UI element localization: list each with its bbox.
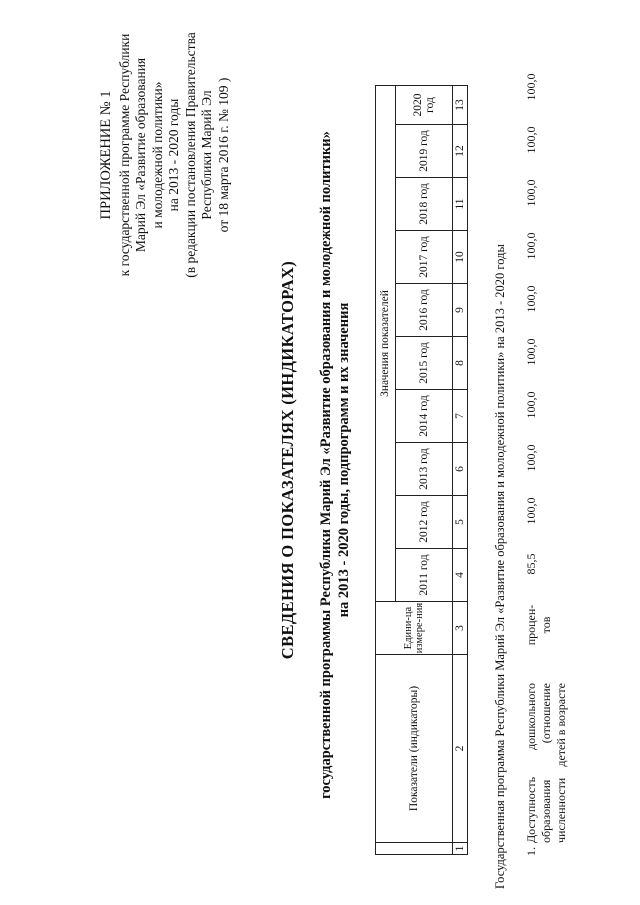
header-year: 2016 год: [396, 284, 453, 337]
indicator-word: численности: [554, 777, 568, 843]
row-number: 1.: [524, 847, 538, 856]
document-title: СВЕДЕНИЯ О ПОКАЗАТЕЛЯХ (ИНДИКАТОРАХ): [278, 260, 297, 660]
value-2011: 85,5: [524, 553, 538, 575]
value-2014: 100,0: [524, 391, 538, 419]
appendix-line: Республики Марий Эл: [199, 90, 214, 220]
unit-line: тов: [539, 616, 553, 634]
column-number: 12: [453, 125, 468, 178]
header-year: 2015 год: [396, 337, 453, 390]
value-2012: 100,0: [524, 497, 538, 525]
header-indicators: Показатели (индикаторы): [376, 655, 453, 843]
indicator-word: образования: [539, 779, 553, 843]
appendix-line: Марий Эл «Развитие образования: [133, 57, 148, 253]
unit-line: процен-: [524, 604, 538, 646]
header-values: Значения показателей: [376, 86, 396, 602]
column-number: 3: [453, 602, 468, 655]
header-unit: Едини-ца измере-ния: [376, 602, 453, 655]
row-indicator-text: [524, 683, 569, 843]
header-year: 2020 год: [396, 86, 453, 125]
column-number: 13: [453, 86, 468, 125]
column-number: 6: [453, 443, 468, 496]
program-line: Государственная программа Республики Марий Эл «Развитие образования и молодежной политики» на 2013 - 2020 годы: [493, 244, 507, 889]
indicator-line: [539, 683, 554, 843]
indicators-table: [375, 85, 468, 855]
header-year: 2013 год: [396, 443, 453, 496]
header-num-cell: [376, 843, 453, 855]
indicator-word: дошкольного: [524, 683, 538, 750]
value-2018: 100,0: [524, 179, 538, 207]
row-unit: [524, 593, 554, 657]
value-2017: 100,0: [524, 232, 538, 260]
value-2015: 100,0: [524, 338, 538, 366]
column-number: 4: [453, 549, 468, 602]
appendix-line: к государственной программе Республики: [116, 33, 132, 277]
value-2013: 100,0: [524, 444, 538, 472]
document-subtitle: государственной программы Республики Марий Эл «Развитие образования и молодежной политики»: [318, 131, 334, 799]
indicator-word: (отношение: [539, 683, 553, 744]
column-number: 1: [453, 843, 468, 855]
column-number: 5: [453, 496, 468, 549]
column-number: 7: [453, 390, 468, 443]
appendix-title: ПРИЛОЖЕНИЕ № 1: [98, 90, 114, 220]
header-year: 2017 год: [396, 231, 453, 284]
document-subtitle-2: на 2013 - 2020 годы, подпрограмм и их значения: [336, 302, 352, 618]
header-year: 2011 год: [396, 549, 453, 602]
appendix-line: от 18 марта 2016 г. № 109 ): [215, 77, 231, 233]
column-number: 8: [453, 337, 468, 390]
indicator-word: детей в возрасте: [554, 683, 568, 767]
value-2019: 100,0: [524, 126, 538, 154]
value-2020: 100,0: [524, 73, 538, 101]
indicator-line: [524, 683, 539, 843]
appendix-line: на 2013 - 2020 годы: [166, 98, 181, 212]
header-year: 2012 год: [396, 496, 453, 549]
value-2016: 100,0: [524, 285, 538, 313]
column-number: 10: [453, 231, 468, 284]
header-year: 2018 год: [396, 178, 453, 231]
appendix-line: (в редакции постановления Правительства: [182, 32, 198, 278]
column-number: 9: [453, 284, 468, 337]
appendix-block: [98, 15, 232, 295]
header-year: 2014 год: [396, 390, 453, 443]
column-number: 11: [453, 178, 468, 231]
header-year: 2019 год: [396, 125, 453, 178]
column-number: 2: [453, 655, 468, 843]
indicator-word: Доступность: [524, 776, 538, 843]
indicator-line: [554, 683, 569, 843]
appendix-line: и молодежной политики»: [149, 81, 165, 229]
